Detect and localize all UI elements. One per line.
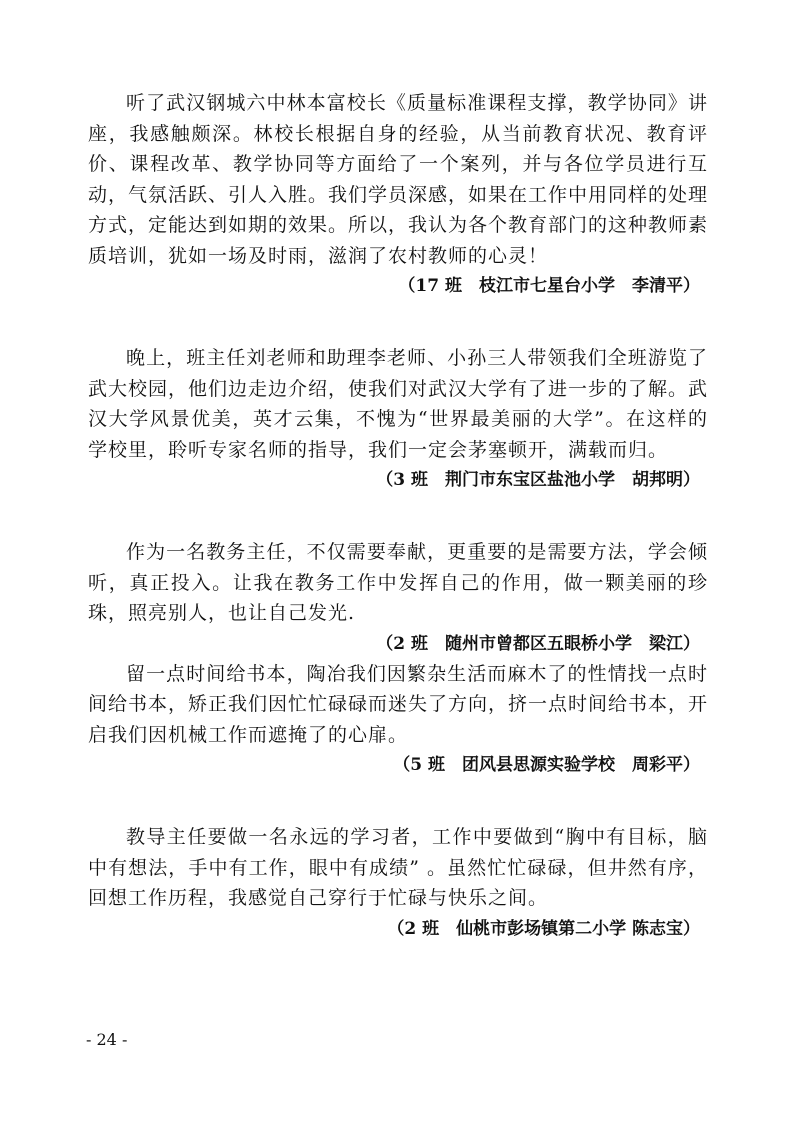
entry-signature: （17 班 枝江市七星台小学 李清平） — [398, 276, 700, 296]
entry-text: 听了武汉钢城六中林本富校长《质量标准课程支撑，教学协同》讲座，我感触颇深。林校长根据自身的经验，从当前教育状况、教育评价、课程改革、教学协同等方面给了一个案列，并与各位学员进行互动，气氛活跃、引人入胜。我们学员深感，如果在工作中用同样的处理方式，定能达到如期的效果。所以，我认为各个教育部门的这种教师素质培训，犹如一场及时雨，滋润了农村教师的心灵！ — [88, 92, 709, 267]
entry-signature: （2 班 仙桃市彭场镇第二小学 陈志宝） — [387, 918, 700, 939]
entry-text: 晚上，班主任刘老师和助理李老师、小孙三人带领我们全班游览了武大校园，他们边走边介绍，使我们对武汉大学有了进一步的了解。武汉大学风景优美，英才云集，不愧为“世界最美丽的大学”。在这样的学校里，聆听专家名师的指导，我们一定会茅塞顿开，满载而归。 — [88, 347, 709, 461]
reflection-entry — [88, 343, 708, 495]
page-number: - 24 - — [86, 1030, 128, 1049]
entry-signature: （3 班 荆门市东宝区盐池小学 胡邦明） — [376, 470, 700, 490]
reflection-entry — [88, 822, 708, 944]
reflection-entry — [88, 659, 708, 781]
entry-text: 留一点时间给书本，陶冶我们因繁杂生活而麻木了的性情找一点时间给书本，矫正我们因忙忙碌碌而迷失了方向，挤一点时间给书本，开启我们因机械工作而遮掩了的心扉。 — [88, 662, 709, 746]
entry-signature: （5 班 团风县思源实验学校 周彩平） — [393, 755, 700, 775]
reflection-entry — [88, 537, 708, 659]
entry-signature: （2 班 随州市曾都区五眼桥小学 梁江） — [376, 633, 700, 654]
entry-text: 教导主任要做一名永远的学习者，工作中要做到“胸中有目标，脑中有想法，手中有工作，眼中有成绩” 。虽然忙忙碌碌，但井然有序，回想工作历程，我感觉自己穿行于忙碌与快乐之间。 — [88, 826, 708, 909]
document-page — [88, 88, 708, 944]
reflection-entry — [88, 88, 708, 301]
entry-text: 作为一名教务主任，不仅需要奉献，更重要的是需要方法，学会倾听，真正投入。让我在教务工作中发挥自己的作用，做一颗美丽的珍珠，照亮别人，也让自己发光. — [88, 541, 708, 624]
